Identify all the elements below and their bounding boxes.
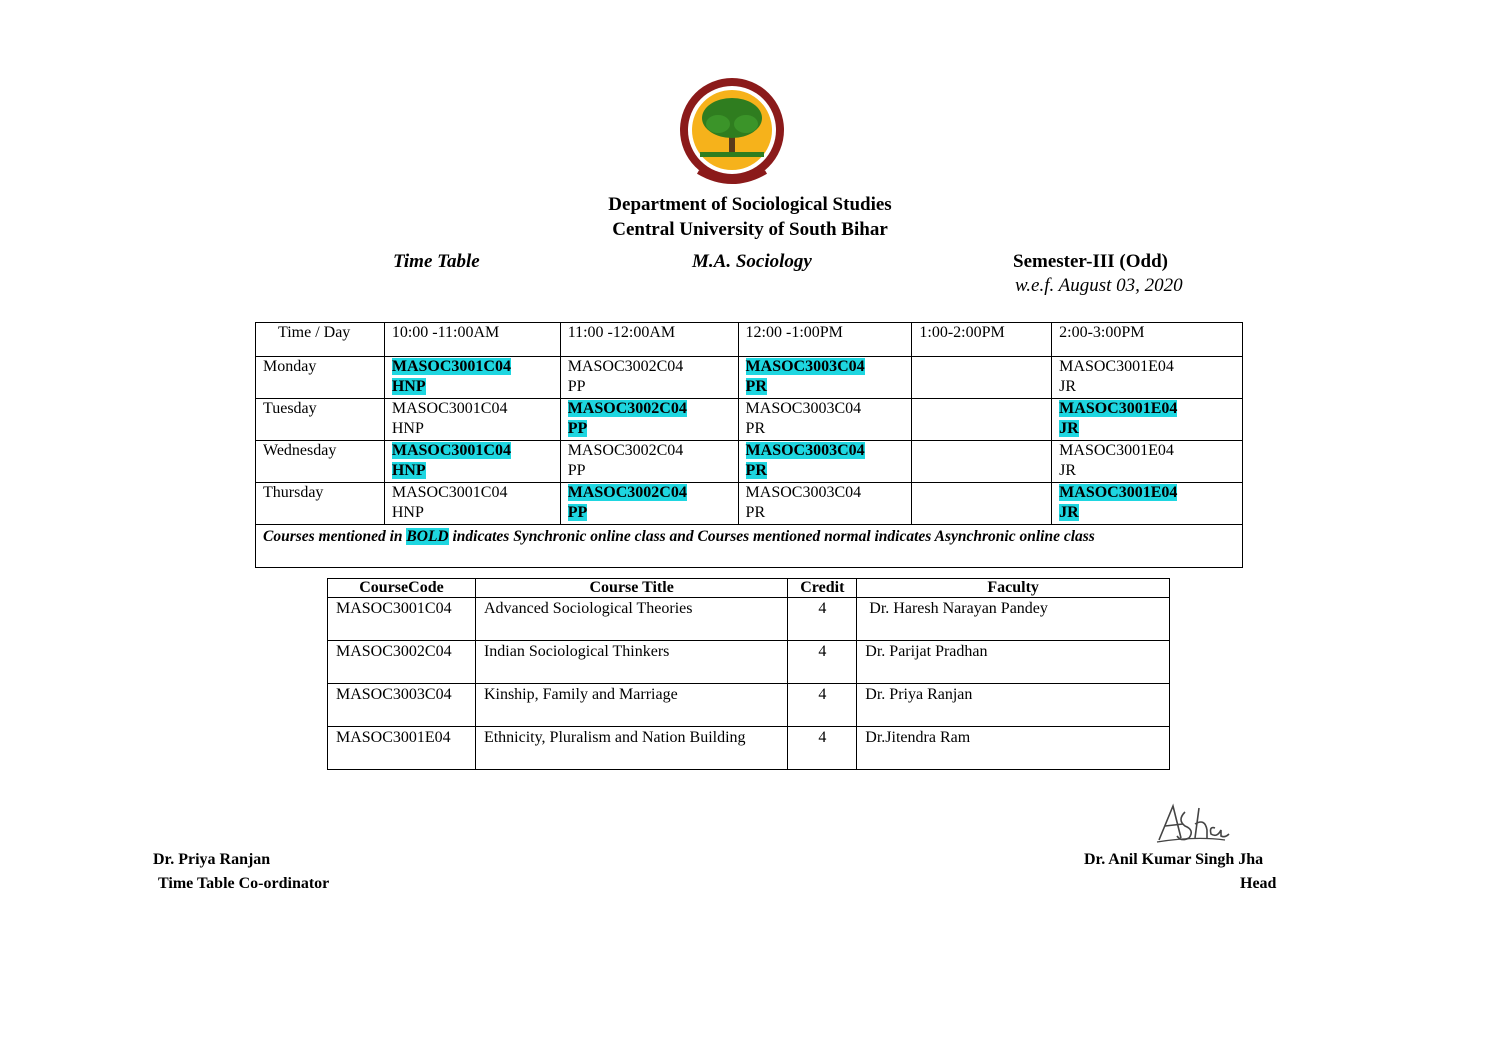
doc-type-label: Time Table	[393, 251, 480, 272]
department-title: Department of Sociological Studies	[608, 194, 892, 215]
faculty-initials: HNP	[391, 462, 426, 479]
slot-cell	[384, 441, 560, 483]
credit-cell: 4	[788, 684, 857, 727]
course-code: MASOC3001C04	[391, 400, 508, 417]
course-code: MASOC3001C04	[391, 442, 511, 459]
course-row	[328, 727, 1170, 770]
timetable	[255, 322, 1243, 568]
faculty-initials: PP	[567, 378, 586, 395]
day-cell: Wednesday	[256, 441, 385, 483]
course-column-header: Faculty	[857, 579, 1170, 598]
faculty-cell: Dr. Parijat Pradhan	[857, 641, 1170, 684]
slot-cell	[912, 399, 1052, 441]
faculty-cell: Dr. Priya Ranjan	[857, 684, 1170, 727]
course-code-cell: MASOC3001E04	[328, 727, 476, 770]
slot-cell	[912, 357, 1052, 399]
faculty-initials: JR	[1059, 462, 1077, 479]
slot-cell	[738, 357, 912, 399]
course-code: MASOC3001E04	[1059, 484, 1178, 501]
faculty-initials: JR	[1059, 420, 1079, 437]
slot-cell	[738, 441, 912, 483]
slot-cell	[1052, 483, 1243, 525]
slot-cell	[560, 357, 738, 399]
timetable-header-row	[256, 323, 1243, 357]
slot-cell	[560, 441, 738, 483]
course-code-cell: MASOC3001C04	[328, 598, 476, 641]
timetable-column-header: 12:00 -1:00PM	[738, 323, 912, 357]
faculty-initials: JR	[1059, 504, 1079, 521]
slot-cell	[1052, 357, 1243, 399]
faculty-initials: PP	[567, 462, 586, 479]
day-cell: Monday	[256, 357, 385, 399]
course-code: MASOC3001E04	[1059, 400, 1178, 417]
university-title: Central University of South Bihar	[612, 219, 888, 240]
course-code: MASOC3001E04	[1059, 358, 1174, 375]
course-title-cell: Advanced Sociological Theories	[475, 598, 787, 641]
faculty-initials: JR	[1059, 378, 1077, 395]
course-title-cell: Kinship, Family and Marriage	[475, 684, 787, 727]
program-label: M.A. Sociology	[692, 251, 812, 272]
timetable-column-header: 2:00-3:00PM	[1052, 323, 1243, 357]
faculty-initials: PP	[567, 504, 588, 521]
course-column-header: Course Title	[475, 579, 787, 598]
course-code: MASOC3003C04	[745, 400, 862, 417]
course-title-cell: Ethnicity, Pluralism and Nation Building	[475, 727, 787, 770]
slot-cell	[384, 357, 560, 399]
course-code-cell: MASOC3003C04	[328, 684, 476, 727]
timetable-column-header: Time / Day	[256, 323, 385, 357]
slot-cell	[560, 483, 738, 525]
faculty-initials: PP	[567, 420, 588, 437]
credit-cell: 4	[788, 641, 857, 684]
course-code: MASOC3002C04	[567, 484, 687, 501]
course-code: MASOC3003C04	[745, 442, 865, 459]
course-code: MASOC3001C04	[391, 484, 508, 501]
head-name: Dr. Anil Kumar Singh Jha	[1084, 851, 1264, 868]
faculty-initials: HNP	[391, 504, 424, 521]
course-table-header-row	[328, 579, 1170, 598]
note-text-pre: Courses mentioned in	[263, 528, 407, 545]
university-emblem-logo	[678, 76, 786, 190]
course-table	[327, 578, 1170, 770]
coordinator-role: Time Table Co-ordinator	[158, 875, 330, 892]
course-code: MASOC3002C04	[567, 358, 684, 375]
course-row	[328, 598, 1170, 641]
timetable-row	[256, 483, 1243, 525]
slot-cell	[912, 483, 1052, 525]
faculty-initials: PR	[745, 504, 766, 521]
faculty-cell: Dr. Haresh Narayan Pandey	[857, 598, 1170, 641]
course-code: MASOC3003C04	[745, 484, 862, 501]
timetable-row	[256, 399, 1243, 441]
faculty-initials: HNP	[391, 420, 424, 437]
note-bold-word: BOLD	[406, 528, 449, 545]
timetable-note-row	[256, 525, 1243, 568]
timetable-row	[256, 357, 1243, 399]
timetable-column-header: 1:00-2:00PM	[912, 323, 1052, 357]
timetable-row	[256, 441, 1243, 483]
slot-cell	[1052, 441, 1243, 483]
slot-cell	[384, 399, 560, 441]
slot-cell	[384, 483, 560, 525]
slot-cell	[738, 483, 912, 525]
course-column-header: Credit	[788, 579, 857, 598]
course-title-cell: Indian Sociological Thinkers	[475, 641, 787, 684]
credit-cell: 4	[788, 598, 857, 641]
course-row	[328, 641, 1170, 684]
faculty-cell: Dr.Jitendra Ram	[857, 727, 1170, 770]
course-code: MASOC3003C04	[745, 358, 865, 375]
course-row	[328, 684, 1170, 727]
course-code-cell: MASOC3002C04	[328, 641, 476, 684]
coordinator-name: Dr. Priya Ranjan	[153, 851, 271, 868]
slot-cell	[560, 399, 738, 441]
head-role: Head	[1240, 875, 1277, 892]
course-column-header: CourseCode	[328, 579, 476, 598]
day-cell: Thursday	[256, 483, 385, 525]
credit-cell: 4	[788, 727, 857, 770]
effective-date: w.e.f. August 03, 2020	[1015, 275, 1183, 296]
faculty-initials: PR	[745, 378, 767, 395]
semester-label: Semester-III (Odd)	[1013, 251, 1168, 272]
note-text-post: indicates Synchronic online class and Courses mentioned normal indicates Asynchronic online class	[448, 528, 1095, 545]
slot-cell	[738, 399, 912, 441]
timetable-column-header: 11:00 -12:00AM	[560, 323, 738, 357]
faculty-initials: HNP	[391, 378, 426, 395]
slot-cell	[912, 441, 1052, 483]
slot-cell	[1052, 399, 1243, 441]
course-code: MASOC3002C04	[567, 442, 684, 459]
course-code: MASOC3002C04	[567, 400, 687, 417]
course-code: MASOC3001E04	[1059, 442, 1174, 459]
head-signature	[1155, 800, 1255, 845]
timetable-column-header: 10:00 -11:00AM	[384, 323, 560, 357]
day-cell: Tuesday	[256, 399, 385, 441]
course-code: MASOC3001C04	[391, 358, 511, 375]
faculty-initials: PR	[745, 420, 766, 437]
legend-note	[256, 525, 1243, 568]
faculty-initials: PR	[745, 462, 767, 479]
